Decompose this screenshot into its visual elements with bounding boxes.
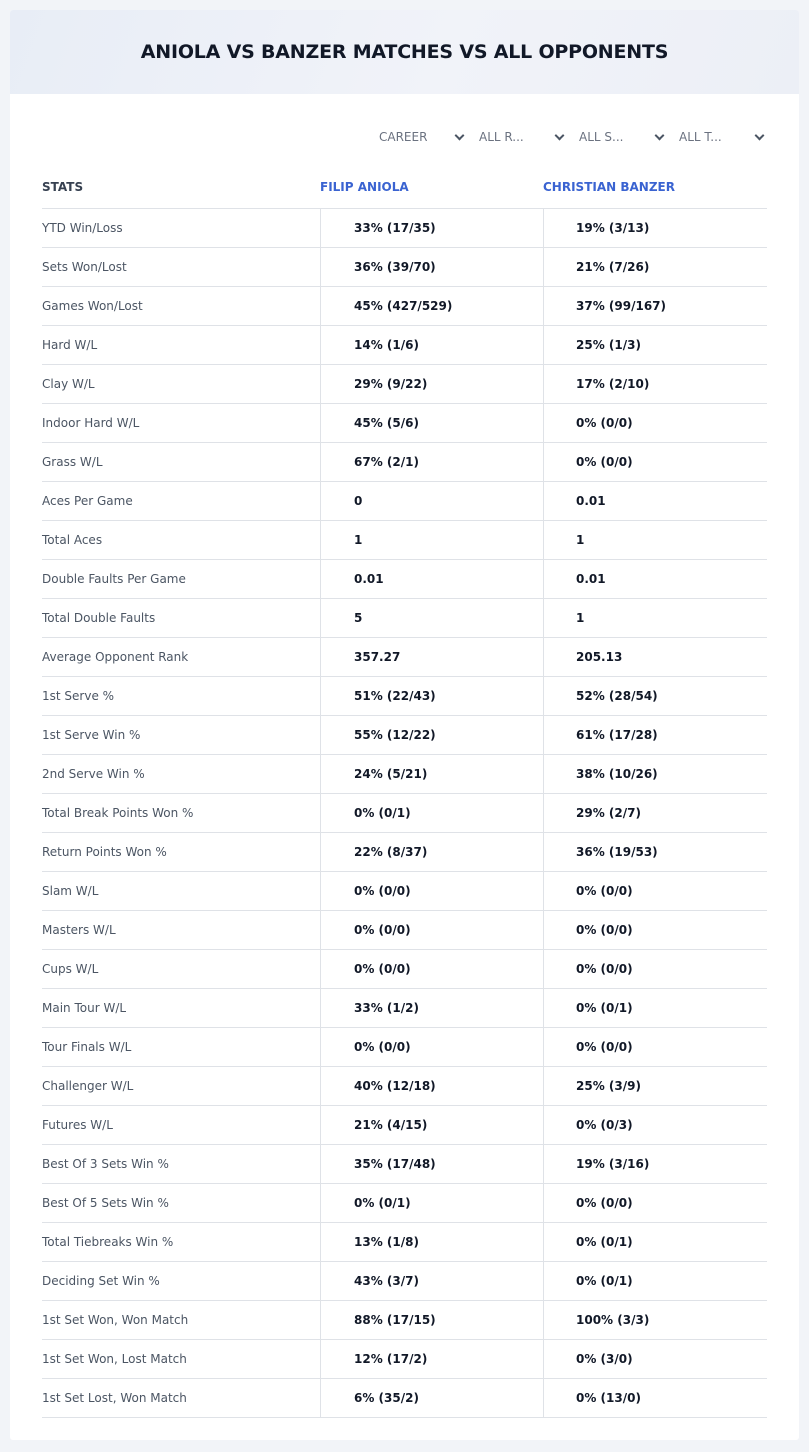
filter-period-dropdown[interactable] bbox=[365, 126, 465, 148]
chevron-down-icon bbox=[655, 130, 665, 140]
table-row bbox=[42, 365, 767, 404]
column-header-player1[interactable]: FILIP ANIOLA bbox=[320, 180, 409, 194]
player2-value: 29% (2/7) bbox=[543, 794, 767, 832]
player1-value: 22% (8/37) bbox=[320, 833, 543, 871]
stat-label: Main Tour W/L bbox=[42, 1001, 127, 1015]
table-row bbox=[42, 1379, 767, 1418]
player2-value: 0% (0/0) bbox=[543, 443, 767, 481]
stat-label: Clay W/L bbox=[42, 377, 95, 391]
table-row bbox=[42, 326, 767, 365]
player2-value: 0% (0/3) bbox=[543, 1106, 767, 1144]
player1-value: 0% (0/0) bbox=[320, 1028, 543, 1066]
table-row bbox=[42, 404, 767, 443]
player1-value: 21% (4/15) bbox=[320, 1106, 543, 1144]
filter-round-dropdown[interactable] bbox=[465, 126, 565, 148]
player1-value: 45% (427/529) bbox=[320, 287, 543, 325]
stats-table bbox=[42, 166, 767, 1418]
stat-label: YTD Win/Loss bbox=[42, 221, 123, 235]
table-row bbox=[42, 1106, 767, 1145]
card-header bbox=[10, 10, 799, 94]
player1-value: 33% (17/35) bbox=[320, 209, 543, 247]
table-row bbox=[42, 287, 767, 326]
stat-label: Double Faults Per Game bbox=[42, 572, 186, 586]
player2-value: 205.13 bbox=[543, 638, 767, 676]
table-header bbox=[42, 166, 767, 209]
filter-label: ALL T... bbox=[679, 130, 722, 144]
player1-value: 14% (1/6) bbox=[320, 326, 543, 364]
stat-label: Aces Per Game bbox=[42, 494, 133, 508]
player1-value: 0% (0/0) bbox=[320, 911, 543, 949]
player2-value: 19% (3/16) bbox=[543, 1145, 767, 1183]
player2-value: 19% (3/13) bbox=[543, 209, 767, 247]
table-row bbox=[42, 716, 767, 755]
stat-label: Average Opponent Rank bbox=[42, 650, 189, 664]
stat-label: Total Double Faults bbox=[42, 611, 156, 625]
player2-value: 37% (99/167) bbox=[543, 287, 767, 325]
player2-value: 21% (7/26) bbox=[543, 248, 767, 286]
player1-value: 88% (17/15) bbox=[320, 1301, 543, 1339]
table-row bbox=[42, 989, 767, 1028]
table-row bbox=[42, 950, 767, 989]
player1-value: 55% (12/22) bbox=[320, 716, 543, 754]
player2-value: 0% (0/0) bbox=[543, 872, 767, 910]
stats-card bbox=[10, 10, 799, 1440]
table-row bbox=[42, 521, 767, 560]
player2-value: 1 bbox=[543, 599, 767, 637]
table-row bbox=[42, 677, 767, 716]
player2-value: 0% (0/0) bbox=[543, 404, 767, 442]
stat-label: Hard W/L bbox=[42, 338, 98, 352]
table-row bbox=[42, 638, 767, 677]
player2-value: 0% (13/0) bbox=[543, 1379, 767, 1417]
player1-value: 67% (2/1) bbox=[320, 443, 543, 481]
stat-label: Total Break Points Won % bbox=[42, 806, 194, 820]
player2-value: 0.01 bbox=[543, 482, 767, 520]
stat-label: Games Won/Lost bbox=[42, 299, 143, 313]
page-title: ANIOLA VS BANZER MATCHES VS ALL OPPONENTS bbox=[140, 41, 669, 63]
stat-label: 2nd Serve Win % bbox=[42, 767, 145, 781]
table-row bbox=[42, 1340, 767, 1379]
player2-value: 0.01 bbox=[543, 560, 767, 598]
player1-value: 0% (0/0) bbox=[320, 872, 543, 910]
player1-value: 12% (17/2) bbox=[320, 1340, 543, 1378]
player1-value: 45% (5/6) bbox=[320, 404, 543, 442]
filter-bar bbox=[365, 126, 765, 148]
player1-value: 33% (1/2) bbox=[320, 989, 543, 1027]
stat-label: Tour Finals W/L bbox=[42, 1040, 132, 1054]
player2-value: 0% (0/0) bbox=[543, 1028, 767, 1066]
stat-label: Deciding Set Win % bbox=[42, 1274, 160, 1288]
chevron-down-icon bbox=[755, 130, 765, 140]
player1-value: 43% (3/7) bbox=[320, 1262, 543, 1300]
player2-value: 0% (0/1) bbox=[543, 1223, 767, 1261]
player1-value: 0% (0/0) bbox=[320, 950, 543, 988]
stat-label: Indoor Hard W/L bbox=[42, 416, 140, 430]
filter-label: ALL S... bbox=[579, 130, 624, 144]
player1-value: 51% (22/43) bbox=[320, 677, 543, 715]
stat-label: 1st Set Won, Lost Match bbox=[42, 1352, 187, 1366]
stat-label: Return Points Won % bbox=[42, 845, 167, 859]
table-row bbox=[42, 833, 767, 872]
stat-label: 1st Serve Win % bbox=[42, 728, 141, 742]
player2-value: 0% (0/0) bbox=[543, 911, 767, 949]
table-row bbox=[42, 443, 767, 482]
chevron-down-icon bbox=[455, 130, 465, 140]
player1-value: 0.01 bbox=[320, 560, 543, 598]
stat-label: Grass W/L bbox=[42, 455, 103, 469]
player1-value: 36% (39/70) bbox=[320, 248, 543, 286]
stat-label: Slam W/L bbox=[42, 884, 99, 898]
table-row bbox=[42, 1067, 767, 1106]
stat-label: 1st Set Lost, Won Match bbox=[42, 1391, 187, 1405]
filter-tournament-dropdown[interactable] bbox=[665, 126, 765, 148]
player1-value: 6% (35/2) bbox=[320, 1379, 543, 1417]
table-row bbox=[42, 248, 767, 287]
table-row bbox=[42, 1262, 767, 1301]
table-row bbox=[42, 482, 767, 521]
column-header-stats: STATS bbox=[42, 180, 84, 194]
column-header-player2[interactable]: CHRISTIAN BANZER bbox=[543, 180, 675, 194]
chevron-down-icon bbox=[555, 130, 565, 140]
player1-value: 29% (9/22) bbox=[320, 365, 543, 403]
filter-label: ALL R... bbox=[479, 130, 524, 144]
player2-value: 0% (0/1) bbox=[543, 1262, 767, 1300]
table-row bbox=[42, 1223, 767, 1262]
stat-label: Sets Won/Lost bbox=[42, 260, 127, 274]
player2-value: 25% (3/9) bbox=[543, 1067, 767, 1105]
table-row bbox=[42, 209, 767, 248]
player2-value: 61% (17/28) bbox=[543, 716, 767, 754]
player1-value: 13% (1/8) bbox=[320, 1223, 543, 1261]
filter-surface-dropdown[interactable] bbox=[565, 126, 665, 148]
player1-value: 357.27 bbox=[320, 638, 543, 676]
filter-label: CAREER bbox=[379, 130, 428, 144]
player2-value: 0% (0/1) bbox=[543, 989, 767, 1027]
table-row bbox=[42, 1184, 767, 1223]
stat-label: Futures W/L bbox=[42, 1118, 113, 1132]
player1-value: 0% (0/1) bbox=[320, 794, 543, 832]
player2-value: 52% (28/54) bbox=[543, 677, 767, 715]
player1-value: 1 bbox=[320, 521, 543, 559]
player1-value: 0 bbox=[320, 482, 543, 520]
player1-value: 5 bbox=[320, 599, 543, 637]
table-row bbox=[42, 911, 767, 950]
player1-value: 35% (17/48) bbox=[320, 1145, 543, 1183]
stat-label: Best Of 3 Sets Win % bbox=[42, 1157, 169, 1171]
player2-value: 25% (1/3) bbox=[543, 326, 767, 364]
player2-value: 1 bbox=[543, 521, 767, 559]
stat-label: Total Tiebreaks Win % bbox=[42, 1235, 174, 1249]
player2-value: 36% (19/53) bbox=[543, 833, 767, 871]
table-body bbox=[42, 209, 767, 1418]
stat-label: 1st Serve % bbox=[42, 689, 115, 703]
table-row bbox=[42, 872, 767, 911]
stat-label: Total Aces bbox=[42, 533, 103, 547]
table-row bbox=[42, 794, 767, 833]
stat-label: Best Of 5 Sets Win % bbox=[42, 1196, 169, 1210]
table-row bbox=[42, 1301, 767, 1340]
table-row bbox=[42, 755, 767, 794]
player2-value: 17% (2/10) bbox=[543, 365, 767, 403]
stat-label: 1st Set Won, Won Match bbox=[42, 1313, 189, 1327]
player1-value: 0% (0/1) bbox=[320, 1184, 543, 1222]
table-row bbox=[42, 1145, 767, 1184]
player1-value: 24% (5/21) bbox=[320, 755, 543, 793]
table-row bbox=[42, 560, 767, 599]
player2-value: 0% (0/0) bbox=[543, 1184, 767, 1222]
player1-value: 40% (12/18) bbox=[320, 1067, 543, 1105]
player2-value: 0% (3/0) bbox=[543, 1340, 767, 1378]
player2-value: 0% (0/0) bbox=[543, 950, 767, 988]
stat-label: Masters W/L bbox=[42, 923, 116, 937]
stat-label: Cups W/L bbox=[42, 962, 99, 976]
table-row bbox=[42, 599, 767, 638]
player2-value: 100% (3/3) bbox=[543, 1301, 767, 1339]
player2-value: 38% (10/26) bbox=[543, 755, 767, 793]
table-row bbox=[42, 1028, 767, 1067]
stat-label: Challenger W/L bbox=[42, 1079, 134, 1093]
